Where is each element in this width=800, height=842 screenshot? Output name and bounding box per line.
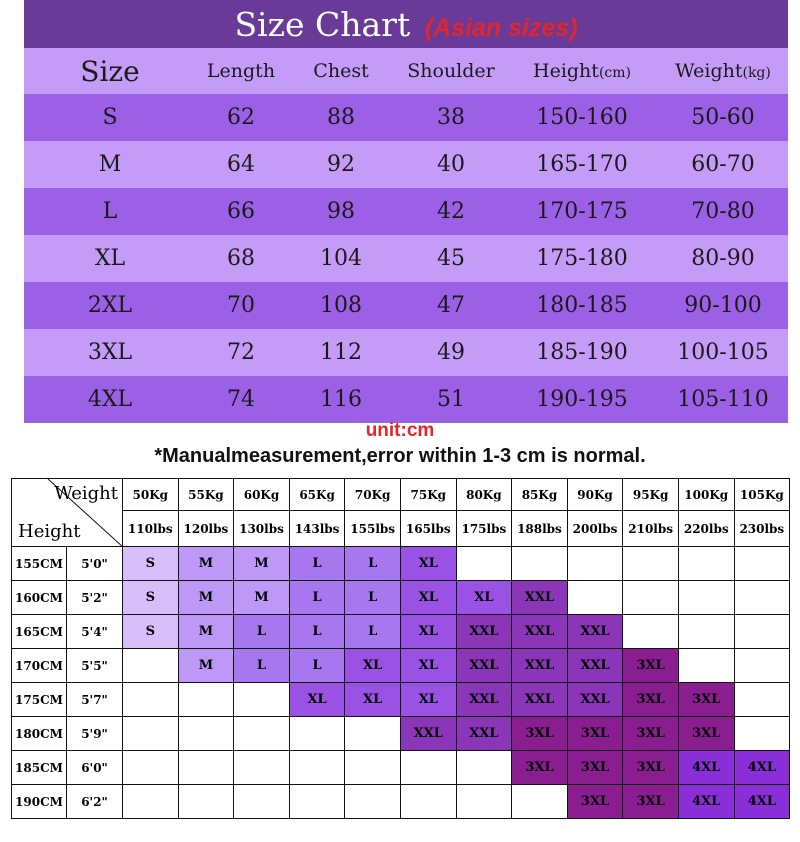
cell-size: 4XL bbox=[87, 387, 133, 412]
size-cell: L bbox=[289, 547, 345, 581]
size-cell: L bbox=[289, 615, 345, 649]
cell-shoulder: 45 bbox=[437, 246, 465, 271]
size-cell: 3XL bbox=[678, 683, 734, 717]
empty-cell bbox=[123, 683, 179, 717]
size-table-row bbox=[24, 94, 788, 141]
empty-cell bbox=[123, 649, 179, 683]
size-cell: XXL bbox=[567, 683, 623, 717]
size-chart-title bbox=[24, 0, 788, 48]
weight-lbs-header: 143lbs bbox=[289, 511, 345, 547]
empty-cell bbox=[234, 785, 290, 819]
cell-chest: 108 bbox=[320, 293, 362, 318]
size-cell: XXL bbox=[567, 615, 623, 649]
weight-lbs-header: 188lbs bbox=[512, 511, 568, 547]
empty-cell bbox=[234, 683, 290, 717]
weight-kg-header: 55Kg bbox=[178, 479, 234, 511]
height-cm-label: 190CM bbox=[12, 785, 67, 819]
weight-kg-header: 90Kg bbox=[567, 479, 623, 511]
size-chart bbox=[24, 0, 788, 423]
cell-height: 165-170 bbox=[536, 152, 628, 177]
size-table-row bbox=[24, 329, 788, 376]
cell-length: 70 bbox=[227, 293, 255, 318]
height-ft-label: 5'5" bbox=[67, 649, 123, 683]
title-main: Size Chart bbox=[234, 5, 411, 44]
cell-weight: 90-100 bbox=[684, 293, 762, 318]
grid-row bbox=[12, 581, 790, 615]
cell-height: 150-160 bbox=[536, 105, 628, 130]
empty-cell bbox=[234, 717, 290, 751]
height-cm-label: 165CM bbox=[12, 615, 67, 649]
empty-cell bbox=[734, 615, 790, 649]
height-cm-label: 155CM bbox=[12, 547, 67, 581]
grid-row bbox=[12, 615, 790, 649]
empty-cell bbox=[734, 683, 790, 717]
weight-kg-header: 85Kg bbox=[512, 479, 568, 511]
empty-cell bbox=[623, 547, 679, 581]
header-length: Length bbox=[206, 60, 276, 82]
empty-cell bbox=[123, 717, 179, 751]
empty-cell bbox=[623, 615, 679, 649]
size-table-row bbox=[24, 282, 788, 329]
cell-shoulder: 47 bbox=[437, 293, 465, 318]
weight-kg-header: 70Kg bbox=[345, 479, 401, 511]
height-ft-label: 5'0" bbox=[67, 547, 123, 581]
size-cell: XL bbox=[400, 649, 456, 683]
empty-cell bbox=[123, 785, 179, 819]
cell-weight: 60-70 bbox=[691, 152, 755, 177]
size-table-row bbox=[24, 141, 788, 188]
size-cell: 4XL bbox=[734, 751, 790, 785]
empty-cell bbox=[456, 785, 512, 819]
cell-size: M bbox=[98, 152, 122, 177]
cell-weight: 105-110 bbox=[677, 387, 769, 412]
grid-row bbox=[12, 547, 790, 581]
size-table-row bbox=[24, 188, 788, 235]
header-height: Height(cm) bbox=[533, 60, 631, 82]
size-cell: 3XL bbox=[623, 649, 679, 683]
size-table-body bbox=[24, 94, 788, 423]
empty-cell bbox=[678, 649, 734, 683]
size-cell: S bbox=[123, 615, 179, 649]
size-table-row bbox=[24, 376, 788, 423]
empty-cell bbox=[456, 751, 512, 785]
size-cell: L bbox=[345, 581, 401, 615]
height-cm-label: 185CM bbox=[12, 751, 67, 785]
cell-size: 3XL bbox=[87, 340, 133, 365]
cell-height: 170-175 bbox=[536, 199, 628, 224]
height-ft-label: 5'9" bbox=[67, 717, 123, 751]
weight-lbs-header: 220lbs bbox=[678, 511, 734, 547]
size-cell: XXL bbox=[456, 717, 512, 751]
size-table-header bbox=[24, 48, 788, 94]
empty-cell bbox=[456, 547, 512, 581]
empty-cell bbox=[623, 581, 679, 615]
empty-cell bbox=[234, 751, 290, 785]
grid-header-lbs-row bbox=[12, 511, 790, 547]
cell-shoulder: 42 bbox=[437, 199, 465, 224]
empty-cell bbox=[678, 547, 734, 581]
cell-length: 72 bbox=[227, 340, 255, 365]
size-cell: L bbox=[289, 649, 345, 683]
fit-grid bbox=[11, 478, 790, 819]
cell-length: 64 bbox=[227, 152, 255, 177]
height-ft-label: 5'2" bbox=[67, 581, 123, 615]
cell-shoulder: 49 bbox=[437, 340, 465, 365]
empty-cell bbox=[734, 581, 790, 615]
empty-cell bbox=[345, 785, 401, 819]
size-cell: XL bbox=[400, 615, 456, 649]
weight-kg-header: 80Kg bbox=[456, 479, 512, 511]
empty-cell bbox=[289, 751, 345, 785]
empty-cell bbox=[512, 547, 568, 581]
size-cell: XL bbox=[456, 581, 512, 615]
empty-cell bbox=[289, 785, 345, 819]
header-weight: Weight(kg) bbox=[675, 60, 771, 82]
size-cell: XXL bbox=[456, 683, 512, 717]
empty-cell bbox=[734, 649, 790, 683]
cell-chest: 98 bbox=[327, 199, 355, 224]
weight-kg-header: 65Kg bbox=[289, 479, 345, 511]
weight-kg-header: 100Kg bbox=[678, 479, 734, 511]
cell-length: 68 bbox=[227, 246, 255, 271]
measurement-note: *Manualmeasurement,error within 1-3 cm is normal. bbox=[154, 445, 646, 467]
cell-height: 185-190 bbox=[536, 340, 628, 365]
grid-row bbox=[12, 751, 790, 785]
size-cell: M bbox=[178, 615, 234, 649]
weight-kg-header: 60Kg bbox=[234, 479, 290, 511]
cell-length: 62 bbox=[227, 105, 255, 130]
size-cell: S bbox=[123, 581, 179, 615]
empty-cell bbox=[567, 581, 623, 615]
height-cm-label: 180CM bbox=[12, 717, 67, 751]
size-cell: XXL bbox=[567, 649, 623, 683]
weight-kg-header: 50Kg bbox=[123, 479, 179, 511]
size-cell: XXL bbox=[456, 649, 512, 683]
empty-cell bbox=[178, 683, 234, 717]
weight-lbs-header: 200lbs bbox=[567, 511, 623, 547]
cell-shoulder: 51 bbox=[437, 387, 465, 412]
weight-lbs-header: 175lbs bbox=[456, 511, 512, 547]
grid-row bbox=[12, 717, 790, 751]
size-cell: 3XL bbox=[623, 683, 679, 717]
cell-length: 74 bbox=[227, 387, 255, 412]
weight-lbs-header: 165lbs bbox=[400, 511, 456, 547]
size-cell: XL bbox=[289, 683, 345, 717]
size-cell: L bbox=[234, 615, 290, 649]
grid-row bbox=[12, 649, 790, 683]
size-cell: 3XL bbox=[512, 717, 568, 751]
size-table-row bbox=[24, 235, 788, 282]
weight-lbs-header: 120lbs bbox=[178, 511, 234, 547]
cell-size: L bbox=[102, 199, 118, 224]
size-cell: 3XL bbox=[567, 717, 623, 751]
weight-axis-label: Weight bbox=[54, 483, 118, 504]
empty-cell bbox=[567, 547, 623, 581]
weight-kg-header: 95Kg bbox=[623, 479, 679, 511]
cell-size: XL bbox=[94, 246, 126, 271]
height-cm-label: 175CM bbox=[12, 683, 67, 717]
height-ft-label: 6'2" bbox=[67, 785, 123, 819]
size-cell: XL bbox=[345, 683, 401, 717]
size-cell: 4XL bbox=[678, 785, 734, 819]
size-cell: 3XL bbox=[512, 751, 568, 785]
empty-cell bbox=[178, 751, 234, 785]
weight-kg-header: 75Kg bbox=[400, 479, 456, 511]
cell-chest: 92 bbox=[327, 152, 355, 177]
grid-header-kg-row bbox=[12, 479, 790, 511]
size-cell: S bbox=[123, 547, 179, 581]
empty-cell bbox=[400, 785, 456, 819]
size-cell: 3XL bbox=[623, 751, 679, 785]
empty-cell bbox=[123, 751, 179, 785]
weight-lbs-header: 210lbs bbox=[623, 511, 679, 547]
size-cell: XXL bbox=[512, 649, 568, 683]
cell-chest: 88 bbox=[327, 105, 355, 130]
cell-size: S bbox=[102, 105, 118, 130]
size-cell: XXL bbox=[512, 615, 568, 649]
height-ft-label: 5'4" bbox=[67, 615, 123, 649]
cell-shoulder: 38 bbox=[437, 105, 465, 130]
title-subtitle: (Asian sizes) bbox=[424, 14, 578, 42]
size-cell: 4XL bbox=[734, 785, 790, 819]
cell-height: 180-185 bbox=[536, 293, 628, 318]
empty-cell bbox=[678, 581, 734, 615]
empty-cell bbox=[678, 615, 734, 649]
grid-row bbox=[12, 683, 790, 717]
empty-cell bbox=[345, 751, 401, 785]
empty-cell bbox=[400, 751, 456, 785]
size-cell: XL bbox=[400, 547, 456, 581]
header-chest: Chest bbox=[313, 60, 369, 82]
size-cell: XL bbox=[400, 581, 456, 615]
size-cell: M bbox=[178, 547, 234, 581]
weight-lbs-header: 130lbs bbox=[234, 511, 290, 547]
cell-height: 175-180 bbox=[536, 246, 628, 271]
header-size: Size bbox=[80, 54, 140, 88]
size-cell: L bbox=[345, 547, 401, 581]
size-cell: XL bbox=[400, 683, 456, 717]
empty-cell bbox=[178, 717, 234, 751]
size-cell: XXL bbox=[456, 615, 512, 649]
empty-cell bbox=[345, 717, 401, 751]
size-cell: L bbox=[345, 615, 401, 649]
cell-shoulder: 40 bbox=[437, 152, 465, 177]
size-cell: M bbox=[234, 581, 290, 615]
size-cell: XXL bbox=[512, 683, 568, 717]
cell-size: 2XL bbox=[87, 293, 133, 318]
cell-weight: 100-105 bbox=[677, 340, 769, 365]
weight-lbs-header: 230lbs bbox=[734, 511, 790, 547]
size-cell: 3XL bbox=[623, 717, 679, 751]
size-cell: 3XL bbox=[623, 785, 679, 819]
cell-height: 190-195 bbox=[536, 387, 628, 412]
size-cell: M bbox=[178, 649, 234, 683]
header-shoulder: Shoulder bbox=[407, 60, 495, 82]
cell-chest: 116 bbox=[320, 387, 362, 412]
size-cell: 3XL bbox=[567, 785, 623, 819]
size-cell: 3XL bbox=[567, 751, 623, 785]
empty-cell bbox=[734, 717, 790, 751]
empty-cell bbox=[512, 785, 568, 819]
cell-length: 66 bbox=[227, 199, 255, 224]
weight-lbs-header: 155lbs bbox=[345, 511, 401, 547]
grid-corner-header bbox=[12, 479, 123, 547]
size-cell: 4XL bbox=[678, 751, 734, 785]
weight-lbs-header: 110lbs bbox=[123, 511, 179, 547]
size-cell: 3XL bbox=[678, 717, 734, 751]
size-cell: M bbox=[234, 547, 290, 581]
size-cell: XXL bbox=[400, 717, 456, 751]
weight-kg-header: 105Kg bbox=[734, 479, 790, 511]
empty-cell bbox=[734, 547, 790, 581]
unit-note: unit:cm bbox=[365, 420, 435, 441]
size-cell: XL bbox=[345, 649, 401, 683]
height-cm-label: 170CM bbox=[12, 649, 67, 683]
cell-chest: 112 bbox=[320, 340, 362, 365]
cell-weight: 50-60 bbox=[691, 105, 755, 130]
empty-cell bbox=[178, 785, 234, 819]
grid-row bbox=[12, 785, 790, 819]
size-cell: M bbox=[178, 581, 234, 615]
cell-weight: 70-80 bbox=[691, 199, 755, 224]
size-cell: XXL bbox=[512, 581, 568, 615]
height-ft-label: 6'0" bbox=[67, 751, 123, 785]
size-cell: L bbox=[289, 581, 345, 615]
size-cell: L bbox=[234, 649, 290, 683]
height-ft-label: 5'7" bbox=[67, 683, 123, 717]
height-axis-label: Height bbox=[18, 521, 81, 542]
height-cm-label: 160CM bbox=[12, 581, 67, 615]
empty-cell bbox=[289, 717, 345, 751]
cell-chest: 104 bbox=[320, 246, 362, 271]
cell-weight: 80-90 bbox=[691, 246, 755, 271]
